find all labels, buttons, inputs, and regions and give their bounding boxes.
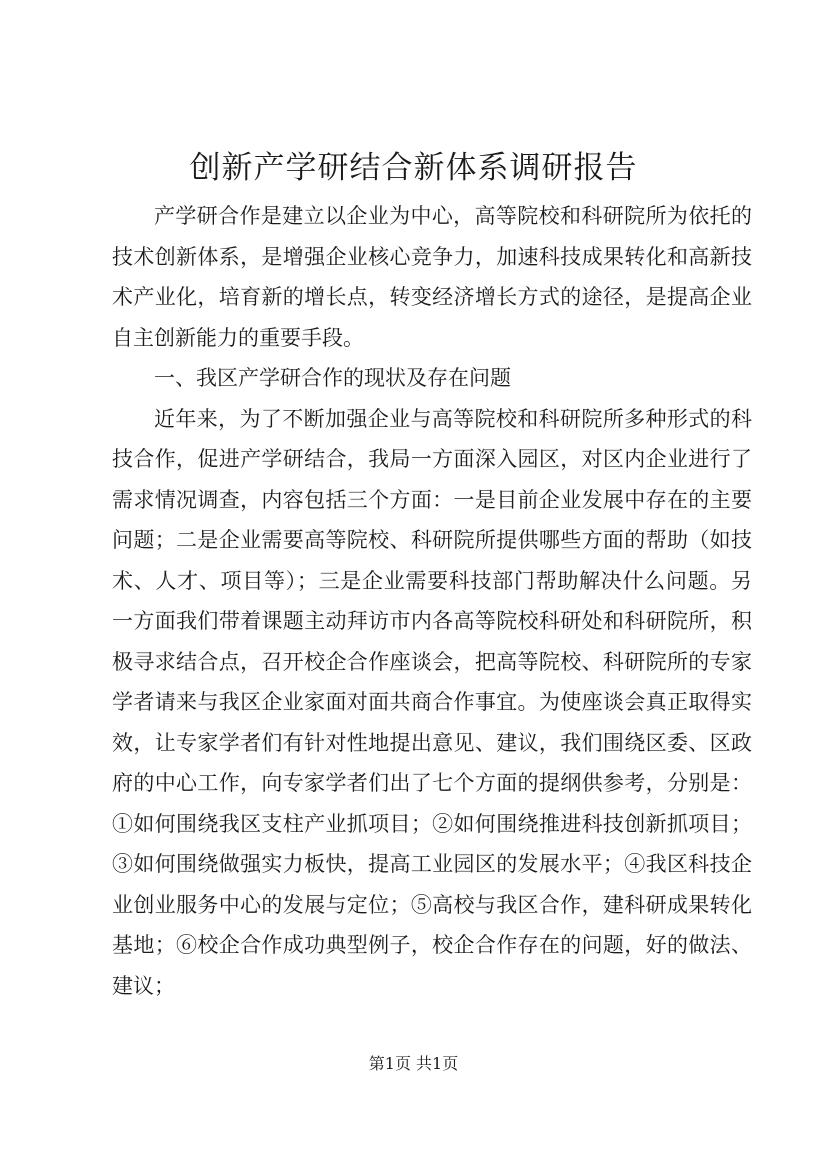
document-title: 创新产学研结合新体系调研报告	[189, 150, 638, 186]
document-body	[112, 196, 752, 1006]
status-paragraph: 近年来，为了不断加强企业与高等院校和科研院所多种形式的科技合作，促进产学研结合，我局一方面深入园区，对区内企业进行了需求情况调查，内容包括三个方面：一是目前企业发展中存在的主要问题；二是企业需要高等院校、科研院所提供哪些方面的帮助（如技术、人才、项目等）；三是企业需要科技部门帮助解决什么问题。另一方面我们带着课题主动拜访市内各高等院校科研处和科研院所，积极寻求结合点，召开校企合作座谈会，把高等院校、科研院所的专家学者请来与我区企业家面对面共商合作事宜。为使座谈会真正取得实效，让专家学者们有针对性地提出意见、建议，我们围绕区委、区政府的中心工作，向专家学者们出了七个方面的提纲供参考，分别是：①如何围绕我区支柱产业抓项目；②如何围绕推进科技创新抓项目；③如何围绕做强实力板快，提高工业园区的发展水平；④我区科技企业创业服务中心的发展与定位；⑤高校与我区合作，建科研成果转化基地；⑥校企合作成功典型例子，校企合作存在的问题，好的做法、建议；	[112, 406, 752, 998]
intro-paragraph: 产学研合作是建立以企业为中心，高等院校和科研院所为依托的技术创新体系，是增强企业核心竞争力，加速科技成果转化和高新技术产业化，培育新的增长点，转变经济增长方式的途径，是提高企业自主创新能力的重要手段。	[112, 204, 752, 350]
section-heading: 一、我区产学研合作的现状及存在问题	[154, 366, 511, 390]
page-footer: 第1页 共1页	[368, 1054, 459, 1073]
